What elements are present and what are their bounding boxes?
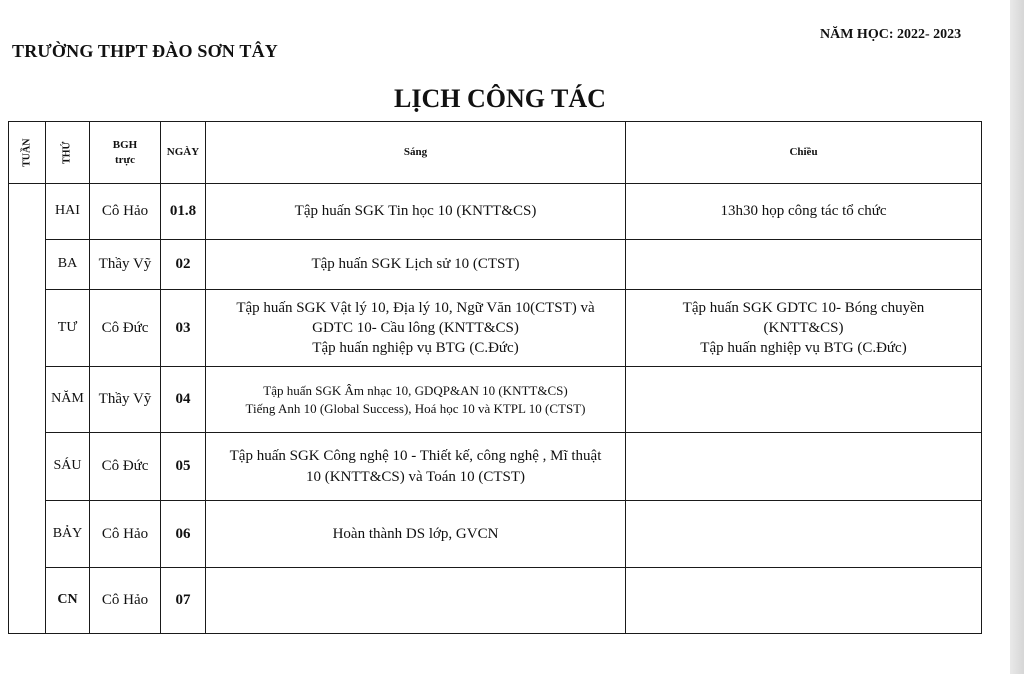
afternoon-cell: Tập huấn SGK GDTC 10- Bóng chuyền (KNTT&CS) Tập huấn nghiệp vụ BTG (C.Đức) xyxy=(626,290,982,367)
date-cell: 01.8 xyxy=(161,184,206,240)
morning-cell xyxy=(206,568,626,634)
morning-cell: Tập huấn SGK Tin học 10 (KNTT&CS) xyxy=(206,184,626,240)
col-header-sang: Sáng xyxy=(206,122,626,184)
week-cell xyxy=(9,184,46,634)
morning-cell: Tập huấn SGK Công nghệ 10 - Thiết kế, công nghệ , Mĩ thuật 10 (KNTT&CS) và Toán 10 (CTST) xyxy=(206,433,626,501)
bgh-duty: Cô Hảo xyxy=(90,501,161,568)
afternoon-cell: 13h30 họp công tác tổ chức xyxy=(626,184,982,240)
col-header-bgh: BGH trực xyxy=(90,122,161,184)
table-row xyxy=(9,568,982,634)
morning-cell: Tập huấn SGK Lịch sử 10 (CTST) xyxy=(206,240,626,290)
page-title: LỊCH CÔNG TÁC xyxy=(394,84,606,113)
date-cell: 03 xyxy=(161,290,206,367)
table-row xyxy=(9,501,982,568)
screen-edge xyxy=(1010,0,1024,674)
school-year: NĂM HỌC: 2022- 2023 xyxy=(820,27,962,42)
day-of-week: CN xyxy=(46,568,90,634)
day-of-week: BA xyxy=(46,240,90,290)
table-row xyxy=(9,367,982,433)
bgh-duty: Cô Hảo xyxy=(90,568,161,634)
table-row xyxy=(9,290,982,367)
table-row xyxy=(9,240,982,290)
bgh-duty: Thầy Vỹ xyxy=(90,367,161,433)
afternoon-cell xyxy=(626,568,982,634)
col-header-chieu: Chiều xyxy=(626,122,982,184)
table-header-row xyxy=(9,122,982,184)
school-name: TRƯỜNG THPT ĐÀO SƠN TÂY xyxy=(12,41,278,61)
bgh-duty: Thầy Vỹ xyxy=(90,240,161,290)
date-cell: 04 xyxy=(161,367,206,433)
col-header-thu: THỨ xyxy=(46,122,90,184)
day-of-week: BẢY xyxy=(46,501,90,568)
day-of-week: SÁU xyxy=(46,433,90,501)
date-cell: 07 xyxy=(161,568,206,634)
morning-cell: Hoàn thành DS lớp, GVCN xyxy=(206,501,626,568)
afternoon-cell xyxy=(626,367,982,433)
bgh-duty: Cô Đức xyxy=(90,290,161,367)
col-header-tuan: TUẦN xyxy=(9,122,46,184)
bgh-duty: Cô Đức xyxy=(90,433,161,501)
date-cell: 05 xyxy=(161,433,206,501)
bgh-duty: Cô Hảo xyxy=(90,184,161,240)
date-cell: 02 xyxy=(161,240,206,290)
table-row xyxy=(9,433,982,501)
afternoon-cell xyxy=(626,240,982,290)
afternoon-cell xyxy=(626,501,982,568)
afternoon-cell xyxy=(626,433,982,501)
date-cell: 06 xyxy=(161,501,206,568)
table-row xyxy=(9,184,982,240)
schedule-table xyxy=(8,121,982,634)
day-of-week: HAI xyxy=(46,184,90,240)
day-of-week: TƯ xyxy=(46,290,90,367)
morning-cell: Tập huấn SGK Vật lý 10, Địa lý 10, Ngữ Văn 10(CTST) và GDTC 10- Cầu lông (KNTT&CS) Tập huấn nghiệp vụ BTG (C.Đức) xyxy=(206,290,626,367)
day-of-week: NĂM xyxy=(46,367,90,433)
col-header-ngay: NGÀY xyxy=(161,122,206,184)
morning-cell: Tập huấn SGK Âm nhạc 10, GDQP&AN 10 (KNTT&CS) Tiếng Anh 10 (Global Success), Hoá học 10 và KTPL 10 (CTST) xyxy=(206,367,626,433)
